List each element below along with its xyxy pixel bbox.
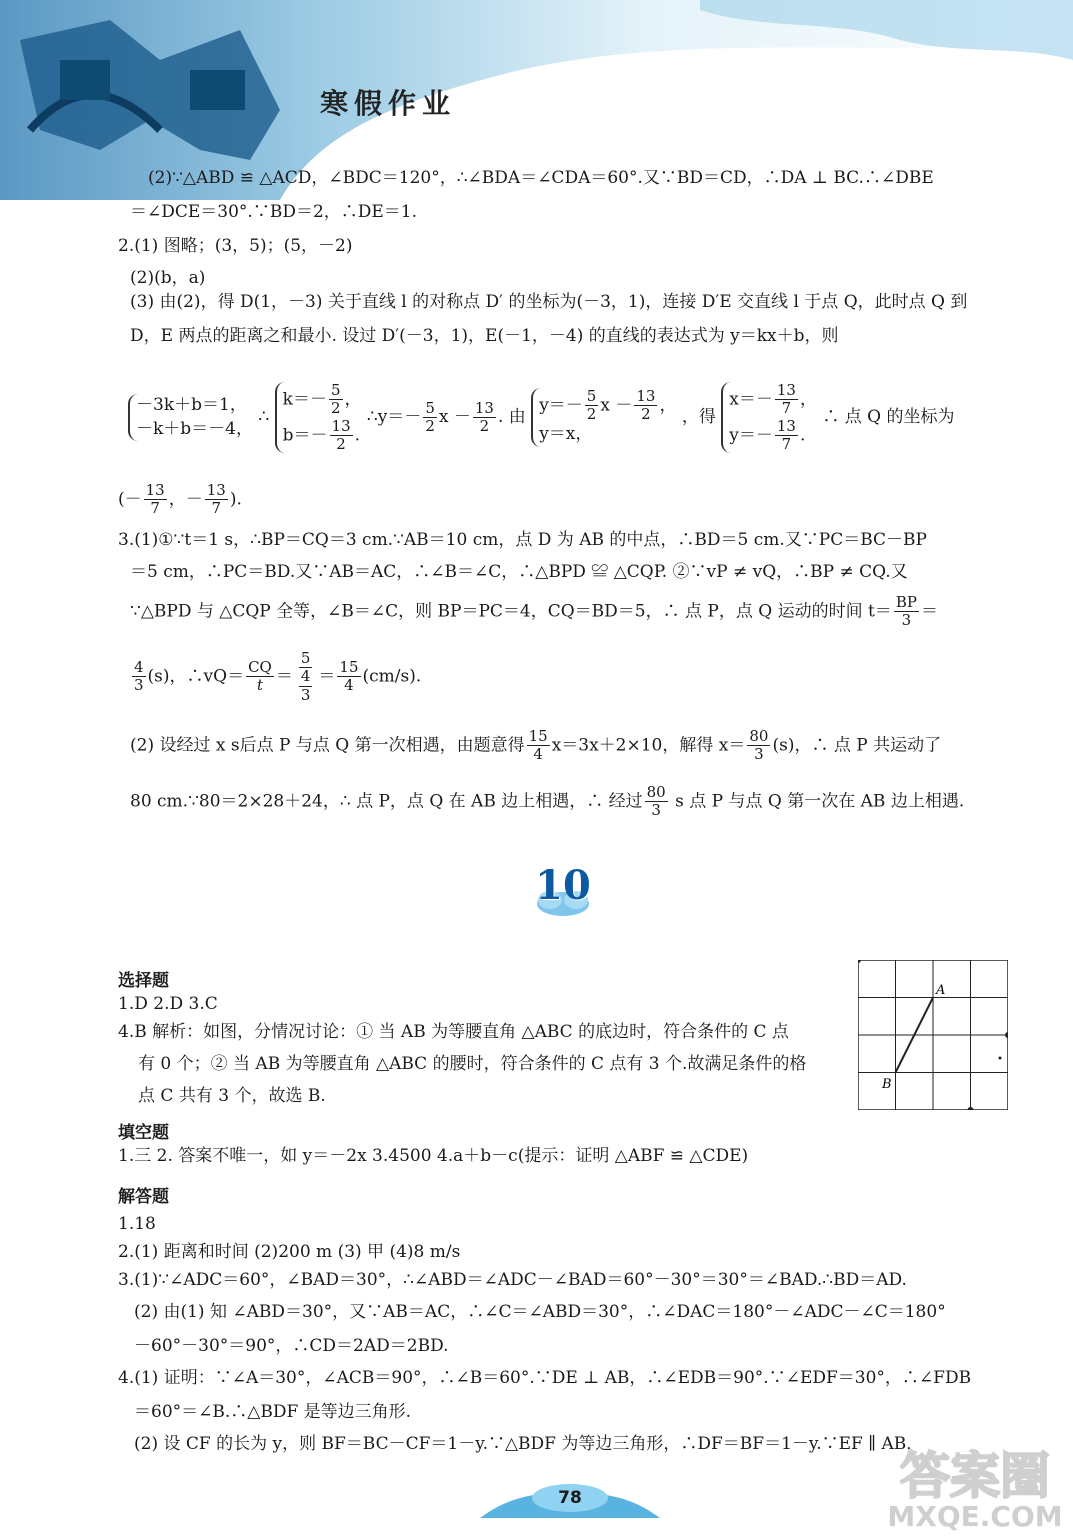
answer-line: 1.18 <box>118 1214 156 1234</box>
choice-heading: 选择题 <box>118 971 169 991</box>
answer-line: ＝∠DCE＝30°.∵BD＝2，∴DE＝1. <box>130 202 418 222</box>
grid-figure <box>858 960 1008 1110</box>
fill-heading: 填空题 <box>118 1123 169 1143</box>
page-footer <box>470 1458 670 1528</box>
system-row: y＝－ $\frac{5}{2}$ x － $\frac{13}{2}$ ， <box>539 386 677 424</box>
answer-line: 有 0 个；② 当 AB 为等腰直角 △ABC 的腰时，符合条件的 C 点有 3 个.故满足条件的格 <box>138 1054 807 1074</box>
answer-line: ＝5 cm，∴PC＝BD.又∵AB＝AC，∴∠B＝∠C，∴△BPD ≌ △CQP. ②∵vP ≠ vQ，∴BP ≠ CQ.又 <box>130 562 908 582</box>
result-system <box>721 382 817 453</box>
linear-system <box>128 394 253 442</box>
page-number: 78 <box>558 1488 582 1508</box>
equation-system-row: －3k＋b＝1， －k＋b＝－4， ∴ k＝－ $\frac{5}{2}$ ， b＝－ $\frac{13}{2}$ . ∴y＝－ $\frac{5}{2}$ x － $\frac{13}{2}$ . 由 y＝－ $\frac{5}{2}$ x － $\frac{13}{2}$ ， y＝x， ，得 x＝－ $\frac{13}{7}$ ， y＝－ $\frac{13}{7}$ . ∴ 点 Q 的坐标为 <box>128 382 955 453</box>
therefore-symbol: ∴ <box>258 407 270 427</box>
section-badge <box>528 862 598 922</box>
svg-text:答案圈: 答案圈 <box>900 1447 1050 1505</box>
header-title: 寒假作业 <box>320 87 457 120</box>
answer-line: (2)∵△ABD ≌ △ACD，∠BDC＝120°，∴∠BDA＝∠CDA＝60°.又∵BD＝CD，∴DA ⊥ BC.∴∠DBE <box>148 168 934 188</box>
watermark <box>880 1438 1070 1533</box>
answer-line: 点 C 共有 3 个，故选 B. <box>138 1086 326 1106</box>
point-b-label: B <box>882 1077 892 1092</box>
answer-line: (2) 由(1) 知 ∠ABD＝30°，又∵AB＝AC，∴∠C＝∠ABD＝30°，∴∠DAC＝180°－∠ADC－∠C＝180° <box>134 1302 946 1322</box>
fraction: $\frac{5}{2}$ <box>425 398 435 435</box>
answer-line: 2.(1) 图略；(3，5)；(5，－2) <box>118 236 353 256</box>
answer-line: D，E 两点的距离之和最小. 设过 D′(－3，1)，E(－1，－4) 的直线的表达式为 y＝kx＋b，则 <box>130 326 839 346</box>
watermark-site: MXQE.COM <box>887 1500 1063 1533</box>
solve-heading: 解答题 <box>118 1187 169 1207</box>
point-a-label: A <box>936 983 946 998</box>
expression: ∴y＝－ <box>366 407 422 427</box>
system-row: k＝－ $\frac{5}{2}$ ， <box>282 381 362 418</box>
section-number: 10 <box>535 862 591 909</box>
answer-line: 3.(1)①∵t＝1 s，∴BP＝CQ＝3 cm.∵AB＝10 cm，点 D 为 AB 的中点，∴BD＝5 cm.又∵PC＝BC－BP <box>118 530 927 550</box>
answer-line: 2.(1) 距离和时间 (2)200 m (3) 甲 (4)8 m/s <box>118 1242 461 1262</box>
answer-line: 1.D 2.D 3.C <box>118 994 218 1014</box>
answer-line: ＝60°＝∠B.∴△BDF 是等边三角形. <box>134 1402 412 1422</box>
answer-line: 3.(1)∵∠ADC＝60°，∠BAD＝30°，∴∠ABD＝∠ADC－∠BAD＝60°－30°＝30°＝∠BAD.∴BD＝AD. <box>118 1270 907 1290</box>
answer-line: 80 cm.∵80＝2×28＋24，∴ 点 P，点 Q 在 AB 边上相遇，∴ 经过 $\frac{80}{3}$ s 点 P 与点 Q 第一次在 AB 边上相遇. <box>130 783 965 820</box>
answer-line: (2) 设经过 x s后点 P 与点 Q 第一次相遇，由题意得 $\frac{15}{4}$ x＝3x＋2×10，解得 x＝ $\frac{80}{3}$ (s)，∴ 点 P 共运动了 <box>130 727 942 764</box>
fraction: $\frac{13}{2}$ <box>474 398 494 435</box>
answer-line: 4.(1) 证明：∵∠A＝30°，∠ACB＝90°，∴∠B＝60°.∵DE ⊥ AB，∴∠EDB＝90°.∵∠EDF＝30°，∴∠FDB <box>118 1368 972 1388</box>
system-row: －3k＋b＝1， <box>136 394 247 415</box>
system-row: y＝x， <box>539 424 593 445</box>
system-row: b＝－ $\frac{13}{2}$ . <box>282 416 361 453</box>
system-row: y＝－ $\frac{13}{7}$ . <box>729 416 806 453</box>
answer-line: (2) 设 CF 的长为 y，则 BF＝BC－CF＝1－y.∵△BDF 为等边三角形，∴DF＝BF＝1－y.∵EF ∥ AB， <box>134 1434 924 1454</box>
system-row: －k＋b＝－4， <box>136 418 253 439</box>
answer-line: 4.B 解析：如图，分情况讨论：① 当 AB 为等腰直角 △ABC 的底边时，符合条件的 C 点 <box>118 1022 789 1042</box>
answer-line: (2)(b，a) <box>130 268 206 288</box>
system-row: x＝－ $\frac{13}{7}$ ， <box>729 381 817 418</box>
answer-line: ∵△BPD 与 △CQP 全等，∠B＝∠C，则 BP＝PC＝4，CQ＝BD＝5，∴ 点 P，点 Q 运动的时间 t＝ $\frac{BP}{3}$ ＝ <box>130 593 938 630</box>
answer-line: －60°－30°＝90°，∴CD＝2AD＝2BD. <box>134 1336 449 1356</box>
answer-line: 1.三 2. 答案不唯一，如 y＝－2x 3.4500 4.a＋b－c(提示：证明 △ABF ≌ △CDE) <box>118 1146 749 1166</box>
answer-line: $\frac{4}{3}$ (s)，∴vQ＝ $\frac{CQ}{t}$ ＝ $\frac{5}{\frac{4}{3}}$ ＝ $\frac{15}{4}$ (cm/s). <box>134 649 422 704</box>
solution-system <box>275 382 362 453</box>
intersection-system <box>531 388 676 447</box>
answer-line: (3) 由(2)，得 D(1，－3) 关于直线 l 的对称点 D′ 的坐标为(－3，1)，连接 D′E 交直线 l 于点 Q，此时点 Q 到 <box>130 292 968 312</box>
coordinate-answer: (－ $\frac{13}{7}$ ，－ $\frac{13}{7}$ ). <box>118 481 242 518</box>
watermark-logo <box>880 1438 1070 1508</box>
